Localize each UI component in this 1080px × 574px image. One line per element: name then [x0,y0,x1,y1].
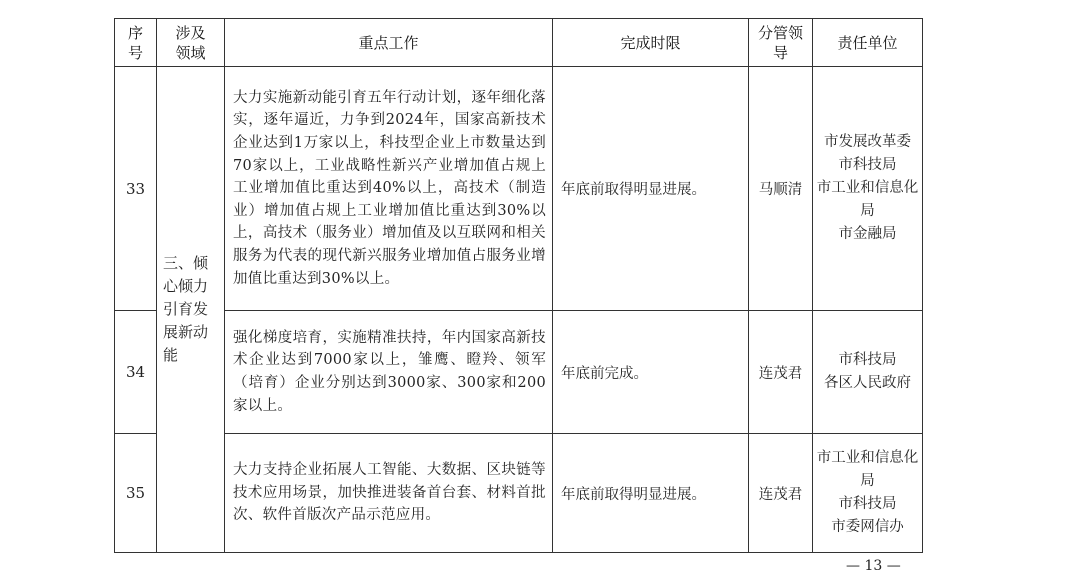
row-number: 33 [115,67,157,311]
unit-cell [813,67,923,311]
header-leader: 分管领导 [749,19,813,67]
page-number: — 13 — [846,558,901,574]
row-number: 35 [115,434,157,553]
unit-line: 市委网信办 [831,519,904,535]
table-row [115,67,923,311]
work-cell: 强化梯度培育，实施精准扶持，年内国家高新技术企业达到7000家以上，雏鹰、瞪羚、领军（培育）企业分别达到3000家、300家和200家以上。 [225,311,553,434]
header-no: 序号 [115,19,157,67]
leader-cell: 连茂君 [749,311,813,434]
leader-cell: 马顺清 [749,67,813,311]
unit-line: 市科技局 [838,352,897,368]
leader-cell: 连茂君 [749,434,813,553]
header-unit: 责任单位 [813,19,923,67]
unit-line: 市工业和信息化局 [816,180,919,219]
header-deadline: 完成时限 [553,19,749,67]
unit-line: 市工业和信息化局 [816,450,919,489]
unit-line: 市金融局 [838,226,897,242]
unit-line: 市科技局 [838,157,897,173]
header-work: 重点工作 [225,19,553,67]
area-cell: 三、倾心倾力引育发展新动能 [157,67,225,553]
unit-cell [813,311,923,434]
header-area: 涉及领域 [157,19,225,67]
task-table [114,18,923,553]
deadline-cell: 年底前取得明显进展。 [553,434,749,553]
work-cell: 大力实施新动能引育五年行动计划，逐年细化落实，逐年逼近，力争到2024年，国家高新技术企业达到1万家以上，科技型企业上市数量达到70家以上，工业战略性新兴产业增加值占规上工业增加值比重达到40%以上，高技术（制造业）增加值占规上工业增加值比重达到30%以上，高技术（服务业）增加值及以互联网和相关服务为代表的现代新兴服务业增加值占服务业增加值比重达到30%以上。 [225,67,553,311]
unit-line: 市发展改革委 [824,134,911,150]
header-row [115,19,923,67]
deadline-cell: 年底前取得明显进展。 [553,67,749,311]
work-cell: 大力支持企业拓展人工智能、大数据、区块链等技术应用场景，加快推进装备首台套、材料首批次、软件首版次产品示范应用。 [225,434,553,553]
unit-line: 市科技局 [838,496,897,512]
deadline-cell: 年底前完成。 [553,311,749,434]
unit-line: 各区人民政府 [824,375,911,391]
table-row [115,434,923,553]
table-row [115,311,923,434]
row-number: 34 [115,311,157,434]
unit-cell [813,434,923,553]
